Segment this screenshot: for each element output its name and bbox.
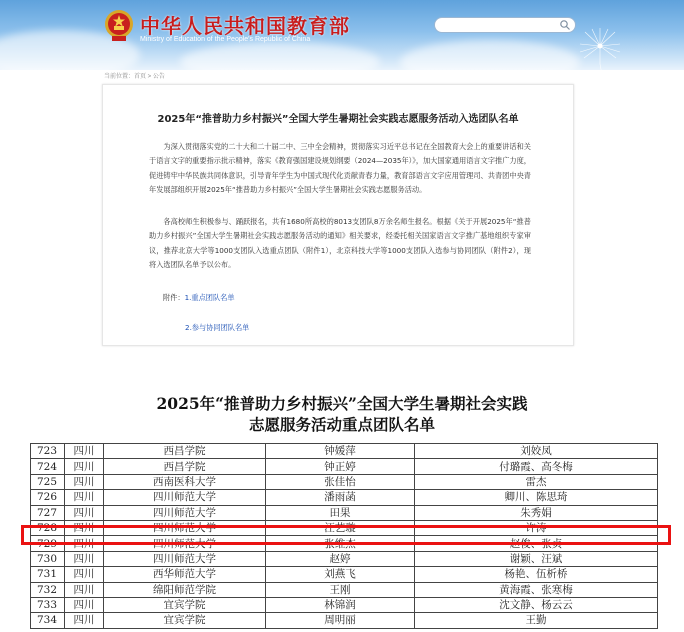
site-subtitle: Ministry of Education of the People's Republic of China: [140, 36, 311, 43]
leader-cell: 张佳怡: [266, 474, 415, 489]
leader-cell: 张维杰: [266, 536, 415, 551]
highlight-box: [21, 525, 671, 545]
list-title-line-2: 志愿服务活动重点团队名单: [248, 415, 435, 434]
site-title[interactable]: 中华人民共和国教育部: [140, 14, 350, 38]
advisor-cell: 杨艳、伍析桥: [415, 567, 658, 582]
attachment-link-2[interactable]: 2.参与协同团队名单: [185, 323, 250, 332]
school-cell: 宜宾学院: [104, 613, 266, 628]
advisor-cell: 付璐霞、高冬梅: [415, 459, 658, 474]
table-row: [31, 505, 658, 520]
table-row: [31, 551, 658, 566]
article-paragraph-1: 为深入贯彻落实党的二十大和二十届二中、三中全会精神，贯彻落实习近平总书记在全国教育大会上的重要讲话和关于语言文字的重要指示批示精神，落实《教育强国建设规划纲要（2024—2035年）》，加大国家通用语言文字推广力度，促进铸牢中华民族共同体意识，引导青年学生为中国式现代化贡献青春力量，教育部语言文字应用管理司、共青团中央青年发展部组织开展2025年“推普助力乡村振兴”全国大学生暑期社会实践志愿服务活动。: [149, 142, 531, 194]
dandelion-decoration-icon: [560, 26, 640, 70]
leader-cell: 汪艺璇: [266, 520, 415, 535]
school-cell: 宜宾学院: [104, 597, 266, 612]
breadcrumb[interactable]: 当前位置：首页 > 公告: [104, 74, 165, 80]
row-number-cell: 727: [31, 505, 65, 520]
advisor-cell: 谢颖、汪斌: [415, 551, 658, 566]
row-number-cell: 728: [31, 520, 65, 535]
province-cell: 四川: [65, 490, 104, 505]
province-cell: 四川: [65, 551, 104, 566]
article-title: 2025年“推普助力乡村振兴”全国大学生暑期社会实践志愿服务活动入选团队名单: [157, 114, 519, 125]
province-cell: 四川: [65, 474, 104, 489]
leader-cell: 刘燕飞: [266, 567, 415, 582]
school-cell: 四川师范大学: [104, 490, 266, 505]
province-cell: 四川: [65, 536, 104, 551]
national-emblem-icon[interactable]: [103, 8, 135, 42]
school-cell: 四川师范大学: [104, 520, 266, 535]
row-number-cell: 734: [31, 613, 65, 628]
row-number-cell: 731: [31, 567, 65, 582]
table-row: [31, 474, 658, 489]
table-row: [31, 567, 658, 582]
school-cell: 西昌学院: [104, 444, 266, 459]
school-cell: 四川师范大学: [104, 536, 266, 551]
advisor-cell: 朱秀娟: [415, 505, 658, 520]
province-cell: 四川: [65, 597, 104, 612]
search-input[interactable]: [434, 17, 576, 33]
school-cell: 四川师范大学: [104, 505, 266, 520]
province-cell: 四川: [65, 613, 104, 628]
table-row: [31, 597, 658, 612]
school-cell: 西南医科大学: [104, 474, 266, 489]
site-header: [0, 0, 684, 70]
school-cell: 四川师范大学: [104, 551, 266, 566]
leader-cell: 田果: [266, 505, 415, 520]
attachment-link-1[interactable]: 1.重点团队名单: [184, 293, 235, 302]
advisor-cell: 王勤: [415, 613, 658, 628]
province-cell: 四川: [65, 582, 104, 597]
attachment-line-1: [163, 293, 235, 303]
row-number-cell: 730: [31, 551, 65, 566]
school-cell: 西昌学院: [104, 459, 266, 474]
row-number-cell: 729: [31, 536, 65, 551]
province-cell: 四川: [65, 505, 104, 520]
table-row: [31, 444, 658, 459]
row-number-cell: 724: [31, 459, 65, 474]
table-row: [31, 613, 658, 628]
table-row: [31, 490, 658, 505]
school-cell: 绵阳师范学院: [104, 582, 266, 597]
province-cell: 四川: [65, 520, 104, 535]
attachment-line-2: [185, 323, 249, 333]
advisor-cell: 刘姣凤: [415, 444, 658, 459]
attachment-label: 附件：: [163, 293, 185, 302]
advisor-cell: 沈文静、杨云云: [415, 597, 658, 612]
advisor-cell: 赵俊、张贞: [415, 536, 658, 551]
table-row: [31, 459, 658, 474]
province-cell: 四川: [65, 459, 104, 474]
leader-cell: 周明丽: [266, 613, 415, 628]
leader-cell: 林锦润: [266, 597, 415, 612]
leader-cell: 赵婷: [266, 551, 415, 566]
leader-cell: 钟正婷: [266, 459, 415, 474]
article-paragraph-2: 各高校师生积极参与、踊跃报名，共有1680所高校的8013支团队8万余名师生报名。根据《关于开展2025年“推普助力乡村振兴”全国大学生暑期社会实践志愿服务活动的通知》相关要求，经委托相关国家语言文字推广基地组织专家审议，推荐北京大学等1000支团队入选重点团队（附件1），北京科技大学等1000支团队入选参与协同团队（附件2），现将入选团队名单予以公布。: [149, 217, 531, 269]
school-cell: 西华师范大学: [104, 567, 266, 582]
advisor-cell: 黄海霞、张寒梅: [415, 582, 658, 597]
advisor-cell: 卿川、陈思琦: [415, 490, 658, 505]
advisor-cell: 雷杰: [415, 474, 658, 489]
list-title-line-1: 2025年“推普助力乡村振兴”全国大学生暑期社会实践: [156, 394, 528, 413]
leader-cell: 钟媛萍: [266, 444, 415, 459]
province-cell: 四川: [65, 567, 104, 582]
row-number-cell: 723: [31, 444, 65, 459]
leader-cell: 潘雨菡: [266, 490, 415, 505]
leader-cell: 王刚: [266, 582, 415, 597]
row-number-cell: 726: [31, 490, 65, 505]
article-panel: [102, 84, 574, 346]
table-row: [31, 582, 658, 597]
row-number-cell: 725: [31, 474, 65, 489]
row-number-cell: 732: [31, 582, 65, 597]
row-number-cell: 733: [31, 597, 65, 612]
advisor-cell: 许涛: [415, 520, 658, 535]
province-cell: 四川: [65, 444, 104, 459]
